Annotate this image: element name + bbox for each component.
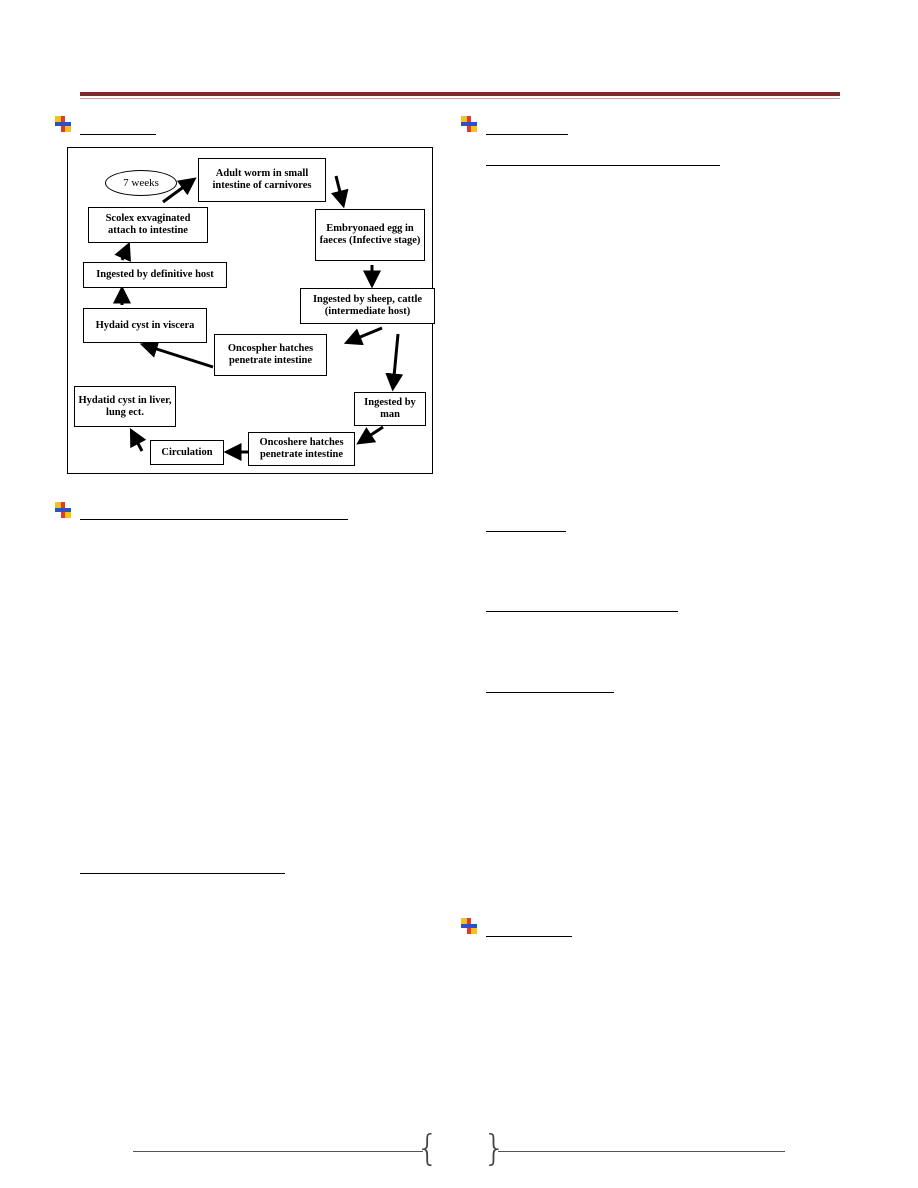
arrow-sheep-to-oncosphere1 <box>348 328 382 342</box>
node-hydatid-liver-lung: Hydatid cyst in liver, lung ect. <box>74 386 176 427</box>
bullet-icon <box>55 502 71 518</box>
arrow-sheep-to-man <box>393 334 398 387</box>
node-embryonated-egg: Embryonaed egg in faeces (Infective stage) <box>315 209 425 261</box>
footer-line-right <box>498 1151 785 1152</box>
header-rule-thin <box>80 98 840 99</box>
footer-brace-left: { <box>416 1128 439 1169</box>
subheading-underline-right-2 <box>486 531 566 532</box>
node-circulation: Circulation <box>150 440 224 465</box>
arrow-circulation-to-hydatid-liver <box>132 432 142 451</box>
subheading-underline-right-3 <box>486 611 678 612</box>
subheading-underline-right-4 <box>486 692 614 693</box>
heading-underline-life-cycle <box>80 134 156 135</box>
footer-line-left <box>133 1151 423 1152</box>
subheading-underline-left <box>80 873 285 874</box>
bullet-icon <box>461 918 477 934</box>
arrow-definitive-to-scolex <box>122 246 128 260</box>
node-ingested-definitive-host: Ingested by definitive host <box>83 262 227 288</box>
footer-brace-right: } <box>483 1128 506 1169</box>
arrow-adult-to-egg <box>336 176 343 204</box>
node-adult-worm: Adult worm in small intestine of carnivores <box>198 158 326 202</box>
heading-underline-2 <box>80 519 348 520</box>
node-oncosphere-hatches-2: Oncoshere hatches penetrate intestine <box>248 432 355 466</box>
node-7-weeks: 7 weeks <box>105 170 177 196</box>
arrow-man-to-oncosphere2 <box>360 427 383 442</box>
heading-underline-right-1 <box>486 134 568 135</box>
heading-underline-right-2 <box>486 936 572 937</box>
bullet-icon <box>461 116 477 132</box>
life-cycle-diagram <box>67 147 433 474</box>
arrow-oncosphere1-to-hydatid-viscera <box>144 345 213 367</box>
header-rule <box>80 92 840 96</box>
node-oncosphere-hatches-1: Oncospher hatches penetrate intestine <box>214 334 327 376</box>
node-ingested-sheep-cattle: Ingested by sheep, cattle (intermediate host) <box>300 288 435 324</box>
bullet-icon <box>55 116 71 132</box>
node-ingested-by-man: Ingested by man <box>354 392 426 426</box>
subheading-underline-right-1 <box>486 165 720 166</box>
node-hydatid-viscera: Hydaid cyst in viscera <box>83 308 207 343</box>
node-scolex: Scolex exvaginated attach to intestine <box>88 207 208 243</box>
